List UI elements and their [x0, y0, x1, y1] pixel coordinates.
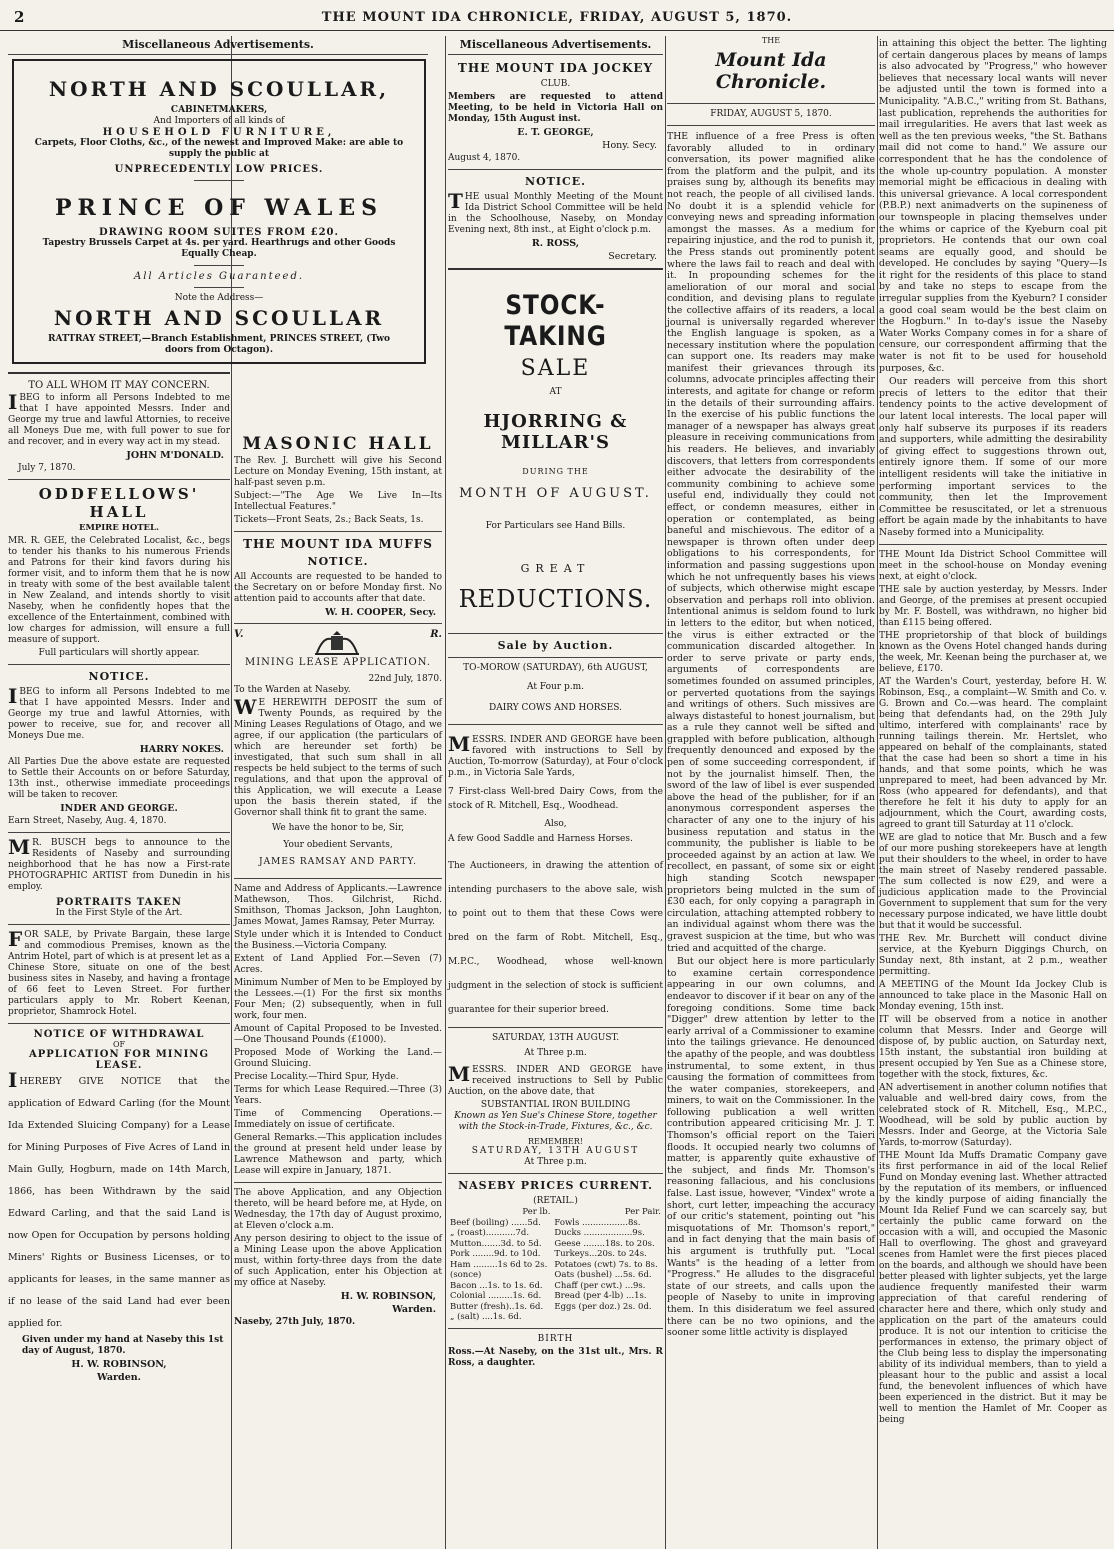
- divider: [448, 657, 663, 658]
- ad-body: Time of Commencing Operations.—Immediately on issue of certificate.: [234, 1109, 442, 1130]
- ad-line: OF: [112, 1039, 126, 1049]
- price-item: Beef (boiling) ......5d.: [450, 1217, 541, 1228]
- ad-body: Precise Locality.—Third Spur, Hyde.: [234, 1072, 399, 1082]
- signature: JOHN M'DONALD.: [126, 450, 224, 461]
- divider: [8, 664, 230, 665]
- price-item: Oats (bushel) ...5s. 6d.: [554, 1270, 652, 1280]
- ad-body: Members are requested to attend Meeting, to be held in Victoria Hall on Monday, 15th August inst.: [448, 92, 663, 124]
- column-3: [448, 36, 663, 1549]
- ad-line: Tapestry Brussels Carpet at 4s. per yard. Hearthrugs and other Goods Equally Cheap.: [42, 238, 396, 259]
- ad-line: PORTRAITS TAKEN: [56, 896, 182, 908]
- ad-address: RATTRAY STREET,—Branch Establishment, PRINCES STREET, (Two doors from Octagon).: [47, 334, 391, 355]
- price-item: Potatoes (cwt) 7s. to 8s.: [554, 1259, 658, 1270]
- signature-title: Secretary.: [608, 251, 657, 262]
- ad-heading: NOTICE.: [525, 175, 586, 188]
- ad-subtitle: CABINETMAKERS,: [170, 105, 268, 115]
- ad-line: Given under my hand at Naseby this 1st day of August, 1870.: [22, 1334, 224, 1356]
- signature: W. H. COOPER, Secy.: [325, 607, 436, 618]
- ad-line: At Three p.m.: [524, 1157, 587, 1167]
- price-item: (sonce): [450, 1270, 482, 1280]
- north-scoullar-ad: [12, 59, 426, 364]
- price-item: Bread (per 4-lb) ...1s.: [554, 1291, 647, 1301]
- ad-line: SALE: [520, 356, 591, 381]
- price-item: Eggs (per doz.) 2s. 0d.: [554, 1301, 652, 1312]
- withdrawal-body: IHEREBY GIVE NOTICE that the application of Edward Carling (for the Mount Ida Extended Sluicing Company) for a Lease for Mining Purposes of Five Acres of Land in Main Gully, Hogburn, made on 14th March, 1866, has been Withdrawn by the said Edward Carling, and that the said Land is now Open for Occupation by persons holding Miners' Rights or Business Licenses, or to applicants for leases, in the same manner as if no lease of the said Land had ever been applied for.: [8, 1067, 230, 1329]
- editorial-date: FRIDAY, AUGUST 5, 1870.: [710, 109, 832, 119]
- column-header: Per Pair.: [624, 1207, 661, 1217]
- royal-arms-row: [234, 629, 442, 657]
- news-item: WE are glad to notice that Mr. Busch and a few of our more pushing storekeepers have at length put their shoulders to the wheel, in order to have the main street of Naseby rendered passable. The sum collected is now £29, and were a judicious application made to the Provincial Government to supplement that sum for the very necessary purpose indicated, we have little doubt but that it would be successful.: [879, 832, 1107, 931]
- ad-line: TO-MOROW (SATURDAY), 6th AUGUST,: [463, 663, 648, 673]
- price-item: Turkeys...20s. to 24s.: [554, 1249, 647, 1259]
- ad-body: WE HEREWITH DEPOSIT the sum of Twenty Pounds, as required by the Mining Leases Regulations of Otago, and we agree, if our application (the particulars of which are hereunder set forth) be investigated, that such sum shall in all respects be held subject to the terms of such regulations, and that upon the approval of this Application, we will execute a Lease upon the basis therein stated, if the Governor shall think fit to grant the same.: [234, 695, 442, 818]
- divider: [448, 724, 663, 725]
- table-row: [448, 1239, 663, 1250]
- column-rule: [665, 36, 666, 1549]
- ad-line: HOUSEHOLD FURNITURE,: [102, 127, 336, 138]
- price-item: Butter (fresh)..1s. 6d.: [450, 1301, 544, 1312]
- ad-date: August 4, 1870.: [448, 153, 521, 163]
- nameplate-the: THE: [761, 36, 781, 45]
- column-rule: [877, 36, 878, 1549]
- ad-body: Amount of Capital Proposed to be Invested.—One Thousand Pounds (£1000).: [234, 1024, 442, 1045]
- divider: [8, 924, 230, 925]
- price-item: Mutton.......3d. to 5d.: [450, 1238, 542, 1249]
- ad-body: MR. BUSCH begs to announce to the Residents of Naseby and surrounding neighborhood that he has now a First-rate PHOTOGRAPHIC ARTIST from Dunedin in his employ.: [8, 834, 230, 892]
- ad-body: IBEG to inform all Persons Indebted to me that I have appointed Messrs. Inder and George my true and lawful Attornies, to receive all Moneys Due me, with full power to sue for and recover, and in every way act in my stead.: [8, 390, 230, 447]
- ad-line: SATURDAY, 13TH AUGUST: [471, 1146, 640, 1156]
- table-header: [448, 1207, 663, 1218]
- ad-body: The Auctioneers, in drawing the attention of intending purchasers to the above sale, wish to point out to them that these Cows were bred on the farm of Robt. Mitchell, Esq., M.P.C., Woodhead, whose well-known judgment in the selection of stock is sufficient guarantee for their superior breed.: [448, 861, 663, 1015]
- price-item: Pork ........9d. to 10d.: [450, 1249, 541, 1259]
- news-item: THE sale by auction yesterday, by Messrs. Inder and George, of the premises at present occupied by Mr. F. Bostell, was withdrawn, no higher bid than £115 being offered.: [879, 584, 1107, 628]
- signature-title: Hony. Secy.: [602, 140, 657, 151]
- ad-line: We have the honor to be, Sir,: [271, 823, 405, 833]
- table-row: [448, 1281, 663, 1292]
- price-item: „ (roast)...........7d.: [450, 1228, 530, 1238]
- ad-line: REDUCTIONS.: [458, 585, 653, 613]
- ad-body: The Rev. J. Burchett will give his Second Lecture on Monday Evening, 15th instant, at half-past seven p.m.: [234, 456, 442, 488]
- divider: [8, 832, 230, 833]
- table-row: [448, 1228, 663, 1239]
- ad-line: AT: [549, 387, 562, 397]
- royal-coat-of-arms-icon: [307, 629, 367, 657]
- masthead-title: THE MOUNT IDA CHRONICLE, FRIDAY, AUGUST 5, 1870.: [321, 10, 793, 25]
- signature: H. W. ROBINSON,: [71, 1358, 167, 1370]
- ad-body: THE usual Monthly Meeting of the Mount Ida District School Committee will be held in the Schoolhouse, Naseby, on Monday Evening next, 8th inst., at Eight o'clock p.m.: [448, 189, 663, 235]
- ad-body: All Parties Due the above estate are requested to Settle their Accounts on or before Saturday, 13th inst., otherwise immediate proceedings will be taken to recover.: [8, 756, 230, 800]
- ad-line: Note the Address—: [174, 293, 264, 303]
- price-item: Ducks ..................9s.: [554, 1228, 645, 1238]
- divider: [8, 479, 230, 480]
- ad-body: Any person desiring to object to the issue of a Mining Lease upon the above Application must, within forty-three days from the date of such Application, enter his Objection at my office at Naseby.: [234, 1234, 442, 1288]
- ad-line: Your obedient Servants,: [283, 840, 393, 850]
- ad-body: MESSRS. INDER AND GEORGE have been favored with instructions to Sell by Auction, To-morrow (Saturday), at Four o'clock p.m., in Victoria Sale Yards,: [448, 732, 663, 778]
- price-item: Ham .........1s 6d to 2s.: [450, 1259, 548, 1270]
- ad-date: Naseby, 27th July, 1870.: [234, 1317, 356, 1327]
- ad-body: All Accounts are requested to be handed to the Secretary on or before Monday first. No attention paid to accounts after that date.: [234, 572, 442, 604]
- table-row: [448, 1312, 663, 1323]
- table-row: [448, 1218, 663, 1229]
- nameplate: Mount Ida Chronicle.: [715, 49, 827, 93]
- column-4: [667, 36, 875, 1549]
- ad-line: Full particulars will shortly appear.: [38, 647, 200, 658]
- ad-line: For Particulars see Hand Bills.: [485, 521, 626, 531]
- divider: [879, 544, 1107, 545]
- ad-body: Style under which it is Intended to Conduct the Business.—Victoria Company.: [234, 930, 442, 951]
- ad-heading: NOTICE.: [88, 669, 150, 683]
- ad-subtitle: CLUB.: [540, 79, 571, 89]
- news-item: THE Mount Ida Muffs Dramatic Company gave its first performance in aid of the local Relief Fund on Monday evening last. Whether attracted by the reputation of its members, or influenced by the kindly purpose of aiding financially the Mount Ida Relief Fund we can scarcely say, but certainly the public came forward on the occasion with a will, and occupied the Masonic Hall to overflowing. The ghost and graveyard scenes from Hamlet were the first pieces placed on the boards, and although we should have been better pleased with lighter subjects, yet the large audience frequently manifested their warm appreciation of that careful rendering of character here and there, which only study and application on the part of the amateurs could produce. It is not our intention to criticise the performances in extenso, the primary object of the Club being less to display the impersonating ability of its individual members, than to yield a pleasant hour to the public and assist a local fund, the benevolent influences of which have been experienced in the district. But it may be well to mention the Hamlet of Mr. Cooper as being: [879, 1150, 1107, 1425]
- ad-line: MONTH OF AUGUST.: [459, 486, 652, 501]
- ad-body: Name and Address of Applicants.—Lawrence Mathewson, Thos. Gilchrist, Richd. Smithson, Thomas Jackson, John Laughton, James Mowat, James Ramsay, Peter Murray.: [234, 884, 442, 927]
- signature-title: Warden.: [392, 1304, 436, 1315]
- divider: [234, 878, 442, 879]
- prices-title: NASEBY PRICES CURRENT.: [458, 1179, 653, 1192]
- page-number: 2: [14, 8, 25, 26]
- divider: [234, 623, 442, 624]
- ad-body: Subject:—"The Age We Live In—Its Intellectual Features.": [234, 491, 442, 512]
- ad-line: SATURDAY, 13TH AUGUST.: [491, 1033, 620, 1043]
- divider: [8, 372, 230, 374]
- ad-line: To the Warden at Naseby.: [234, 685, 351, 695]
- divider: [448, 1027, 663, 1028]
- stock-taking-title: STOCK-TAKING: [504, 290, 607, 352]
- ad-body: Extent of Land Applied For.—Seven (7) Acres.: [234, 954, 442, 975]
- divider: [448, 268, 663, 270]
- price-item: Fowls .................8s.: [554, 1217, 641, 1228]
- signature: R. ROSS,: [531, 238, 580, 249]
- price-item: Geese ........18s. to 20s.: [554, 1238, 655, 1249]
- ad-body: FOR SALE, by Private Bargain, these large and commodious Premises, known as the Antrim Hotel, part of which is at present let as a Chinese Store, situate on one of the best business sites in Naseby, and having a frontage of 66 feet to Leven Street. For further particulars apply to Mr. Robert Keenan, proprietor, Shamrock Hotel.: [8, 926, 230, 1017]
- divider: [448, 169, 663, 170]
- ad-line: At Four p.m.: [527, 682, 584, 692]
- editorial-paragraph: THE influence of a free Press is often favorably alluded to in ordinary conversation, its power magnified alike from the platform and the pulpit, and its praises sung by, although its benefits may not reach, the people of all civilised lands. No doubt it is a splendid vehicle for conveying news and spreading information amongst the masses. As a medium for repairing injustice, and the rod to punish it, the Press stands out prominently potent where the laws fail to reach and deal with it. In propounding schemes for the amelioration of our moral and social condition, and devising plans to regulate the collective affairs of its readers, a local journal is universally regarded wherever the English language is spoken, as a necessary institution where the population can support one. Its readers may make manifest their grievances through its columns, advocate principles affecting their interests, and agitate for change or reform in the details of their surrounding affairs. In the exercise of his public functions the manager of a newspaper has always great pleasure in receiving communications from his readers. He believes, and invariably discovers, that letters from correspondents either advocate the desirability of the community combining to achieve some useful end, individually they could not effect, or condemn measures, either in operation or contemplated, as being baneful and mischievous. The editor of a newspaper is thrown often under deep obligations to his correspondents, for information and passing suggestions upon which he not unfrequently bases his views of subjects, which otherwise might escape observation and perhaps roll into oblivion. Intentional animus is seldom found to lurk in letters to the editor, but when noticed, the virus is either extracted or the communication discarded altogether. In order to serve private or party ends, arguments of correspondents are sometimes founded on assumed principles, or perverted quotations from the sayings and writings of others. Such missives are always distasteful to honest journalism, but as a rule they cannot well be sifted and grappled with before publication, although frequently denounced and exposed by the pen of some succeeding correspondent, if not by the journalist himself. Then, the sword of the law of libel is ever suspended above the head of the publisher, for if an anonymous correspondent asperses the character of any one to the injury of his business reputation and status in the community, the publisher is liable to be proceeded against by an action at law. We recollect, en passant, of some six or eight high standing Scotch newspaper proprietors being mulcted in the sum of £30 each, for only copying a paragraph in circulation, attaching attempted robbery to an individual against whom there was the gravest suspicion at the time, but who was tried and acquitted of the charge.: [667, 131, 875, 954]
- ad-heading: NOTICE.: [307, 555, 369, 568]
- birth-heading: BIRTH: [537, 1333, 574, 1344]
- ad-heading: NOTICE OF WITHDRAWAL: [33, 1028, 205, 1040]
- ad-title: NORTH AND SCOULLAR,: [48, 77, 390, 101]
- column-rule: [445, 36, 446, 1549]
- divider: [667, 125, 875, 126]
- ad-body: Tickets—Front Seats, 2s.; Back Seats, 1s.: [234, 515, 424, 525]
- ad-body: MESSRS. INDER AND GEORGE have received instructions to Sell by Public Auction, on the above date, that: [448, 1062, 663, 1097]
- ad-body: MR. R. GEE, the Celebrated Localist, &c., begs to tender his thanks to his numerous Friends and Patrons for their kind favors during his former visit, and to inform them that he is now in treaty with some of the best available talent in New Zealand, and intends shortly to visit Naseby, when he confidently hopes that the excellence of the Entertainment, combined with low charges for admission, will ensure a full measure of support.: [8, 535, 230, 645]
- ad-body: 7 First-class Well-bred Dairy Cows, from the stock of R. Mitchell, Esq., Woodhead.: [448, 787, 663, 811]
- divider: [234, 1182, 442, 1183]
- editorial-paragraph: in attaining this object the better. The lighting of certain dangerous places by means of lamps is also advocated by "Progress," who however believes that necessary local wants will never be adjusted until the town is formed into a Municipality. "A.B.C.," writing from St. Bathans, last publication, reprehends the authorities for mail irregularities. He avers that last week as well as the ten previous weeks, "the St. Bathans mail did not come to hand." We assure our correspondent that he has the condolence of the whole up-country population. A monster memorial might be efficacious in dealing with this universal grievance. A local correspondent (P.B.P.) next animadverts on the supineness of our townspeople in placing themselves under the whims or caprice of the Kyeburn coal pit proprietors. He contends that our own coal seams are equally good, and should be developed. He concludes by saying "Query—Is it right for the residents of this place to stand by and take no steps to escape from the irregular supplies from the Kyeburn? I consider a good coal seam would be the best claim on the Hogburn." In to-day's issue the Naseby Water Works Company comes in for a share of censure, our correspondent affirming that the water is not fit to be used for household purposes, &c.: [879, 38, 1107, 374]
- ad-line: Carpets, Floor Cloths, &c., of the newest and Improved Make: are able to supply the public at: [34, 138, 404, 159]
- ad-line: HJORRING & MILLAR'S: [483, 411, 628, 453]
- divider: [448, 1328, 663, 1329]
- ad-title: THE MOUNT IDA JOCKEY: [457, 61, 654, 75]
- ad-line: REMEMBER!: [527, 1137, 584, 1146]
- masthead: [0, 6, 1114, 31]
- divider: [194, 180, 244, 181]
- signature: E. T. GEORGE,: [517, 127, 594, 138]
- news-item: A MEETING of the Mount Ida Jockey Club is announced to take place in the Masonic Hall on Monday evening, 15th inst.: [879, 979, 1107, 1012]
- ad-line: DRAWING ROOM SUITES FROM £20.: [98, 227, 339, 238]
- ad-line: UNPRECEDENTLY LOW PRICES.: [114, 164, 324, 175]
- news-item: THE proprietorship of that block of buildings known as the Ovens Hotel changed hands during the week, Mr. Keenan being the purchaser at, we believe, £170.: [879, 630, 1107, 674]
- editorial-paragraph: But our object here is more particularly to examine certain correspondence appearing in our own columns, and endeavor to discover if it bear on any of the foregoing conditions. Some time back "Digger" drew attention by letter to the early arrival of a Commissioner to examine into the tailings grievance. He denounced the apathy of the people, and was doubtless instrumental, to some extent, in thus causing the formation of committees from the water companies, storekeepers, and miners, to wait on the Commissioner. In the following publication a well written contribution appeared criticising Mr. J. T. Thomson's official report on the Taieri floods. It occupied nearly two columns of matter, is apparently quite exhaustive of the subject, and finds Mr. Thomson's reasoning fallacious, and his conclusions false. Last issue, however, "Vindex" wrote a short, curt letter, impeaching the accuracy of our critic's statement, pointing out "his misquotations of Mr. Thomson's report," and in fact denying that the main basis of his argument is truthfully put. "Local Wants" is the heading of a letter from "Progress." He alludes to the disgraceful state of our streets, and calls upon the people of Naseby to unite in improving them. In this disideratum we feel assured there can be no two opinions, and the sooner some little activity is displayed: [667, 956, 875, 1339]
- news-item: THE Mount Ida District School Committee will meet in the school-house on Monday evening next, at eight o'clock.: [879, 549, 1107, 582]
- ad-line: And Importers of all kinds of: [153, 116, 285, 126]
- prices-subtitle: (RETAIL.): [533, 1196, 578, 1206]
- ad-body: Terms for which Lease Required.—Three (3) Years.: [234, 1085, 442, 1106]
- ad-body: A few Good Saddle and Harness Horses.: [448, 834, 633, 844]
- ad-title: NORTH AND SCOULLAR: [53, 306, 385, 330]
- ad-line: SUBSTANTIAL IRON BUILDING: [480, 1100, 631, 1110]
- ad-heading: MINING LEASE APPLICATION.: [244, 657, 431, 668]
- ad-subtitle: EMPIRE HOTEL.: [79, 523, 159, 533]
- ad-line: All Articles Guaranteed.: [133, 271, 305, 282]
- divider: [448, 633, 663, 634]
- column-5: [879, 36, 1107, 1549]
- ad-body: The above Application, and any Objection thereto, will be heard before me, at Hyde, on Wednesday, the 17th day of August proximo, at Eleven o'clock a.m.: [234, 1188, 442, 1231]
- price-item: Chaff (per cwt.) ...9s.: [554, 1280, 646, 1291]
- price-item: „ (salt) ....1s. 6d.: [450, 1312, 522, 1322]
- table-row: [448, 1249, 663, 1260]
- ad-line: In the First Style of the Art.: [55, 907, 183, 918]
- news-item: AN advertisement in another column notifies that valuable and well-bred dairy cows, from the celebrated stock of R. Mitchell, Esq., M.P.C., Woodhead, will be sold by public auction by Messrs. Inder and George, at the Victoria Sale Yards, to-morrow (Saturday).: [879, 1082, 1107, 1148]
- signature: H. W. ROBINSON,: [340, 1291, 436, 1302]
- divider: [667, 103, 875, 104]
- divider: [194, 265, 244, 266]
- ad-heading: TO ALL WHOM IT MAY CONCERN.: [28, 380, 210, 391]
- prices-table: [448, 1207, 663, 1323]
- price-item: Bacon ...1s. to 1s. 6d.: [450, 1280, 543, 1291]
- table-row: [448, 1302, 663, 1313]
- ad-heading: Sale by Auction.: [497, 639, 614, 652]
- column-header: Per lb.: [522, 1207, 551, 1217]
- news-item: AT the Warden's Court, yesterday, before H. W. Robinson, Esq., a complaint—W. Smith and Co. v. G. Brown and Co.—was heard. The complaint being that defendants had, on the 29th July ultimo, interfered with complainants' race by running tailings therein. Mr. Hertslet, who appeared on behalf of the complainants, stated that the case had been so short a time in his hands, and that some points, which he was unprepared to meet, had been advanced by Mr. Ross (who appeared for defendants), and that therefore he felt it his duty to apply for an adjournment, which the Court, awarding costs, agreed to grant till Saturday at 11 o'clock.: [879, 676, 1107, 830]
- ad-body: IBEG to inform all Persons Indebted to me that I have appointed Messrs. Inder and George my true and lawful Attornies, with power to receive, sue for, and recover all Moneys Due me.: [8, 683, 230, 741]
- price-item: Colonial .........1s. 6d.: [450, 1291, 542, 1301]
- ad-line: GREAT: [520, 562, 591, 575]
- ad-line: At Three p.m.: [524, 1048, 587, 1058]
- divider: [448, 1173, 663, 1174]
- ad-title: PRINCE OF WALES: [54, 195, 384, 221]
- ad-address: Earn Street, Naseby, Aug. 4, 1870.: [8, 815, 167, 826]
- column-2: [234, 430, 442, 1549]
- signature: INDER AND GEORGE.: [60, 802, 178, 814]
- news-item: THE Rev. Mr. Burchett will conduct divine service, at the Kyeburn Diggings Church, on Sunday next, 8th instant, at 2 p.m., weather permitting.: [879, 933, 1107, 977]
- vr-left: V.: [234, 629, 244, 640]
- ad-date: 22nd July, 1870.: [368, 674, 442, 684]
- ad-body: Proposed Mode of Working the Land.—Ground Sluicing.: [234, 1048, 442, 1069]
- divider: [8, 1023, 230, 1024]
- ad-heading: APPLICATION FOR MINING LEASE.: [29, 1048, 209, 1071]
- ad-date: July 7, 1870.: [18, 463, 76, 473]
- ad-body: Minimum Number of Men to be Employed by the Lessees.—(1) For the first six months Four Men; (2) subsequently, when in full work, four men.: [234, 978, 442, 1021]
- ad-line: Known as Yen Sue's Chinese Store, together with the Stock-in-Trade, Fixtures, &c., &c.: [454, 1111, 657, 1132]
- ad-line: DURING THE: [522, 467, 589, 476]
- signature: JAMES RAMSAY AND PARTY.: [259, 857, 417, 867]
- birth-notice: Ross.—At Naseby, on the 31st ult., Mrs. R Ross, a daughter.: [448, 1346, 663, 1368]
- ad-title: ODDFELLOWS' HALL: [38, 485, 200, 521]
- table-row: [448, 1260, 663, 1271]
- ad-line: DAIRY COWS AND HORSES.: [488, 703, 622, 713]
- divider: [194, 287, 244, 288]
- news-item: IT will be observed from a notice in another column that Messrs. Inder and George will dispose of, by public auction, on Saturday next, 15th instant, the substantial iron building at present occupied by Yen Sue as a Chinese store, together with the stock, fixtures, &c.: [879, 1014, 1107, 1080]
- ad-body: General Remarks.—This application includes the ground at present held under lease by Lawrence Mathewson and party, which Lease will expire in January, 1871.: [234, 1133, 442, 1176]
- section-heading: Miscellaneous Advertisements.: [8, 36, 428, 55]
- ad-title: THE MOUNT IDA MUFFS: [243, 537, 433, 551]
- section-heading: Miscellaneous Advertisements.: [448, 36, 663, 55]
- divider: [234, 531, 442, 532]
- ad-line: Also,: [544, 819, 567, 829]
- vr-right: R.: [430, 629, 442, 640]
- table-row: [448, 1291, 663, 1302]
- signature-title: Warden.: [97, 1371, 141, 1383]
- signature: HARRY NOKES.: [139, 743, 224, 755]
- editorial-paragraph: Our readers will perceive from this short precis of letters to the editor that their tendency points to the active development of our latent local interests. The local paper will only half subserve its purposes if its readers and supporters, while admitting the desirability of giving effect to suggestions thrown out, entirely ignore them. If some of our more intelligent residents will take the initiative in performing important services to the community, then let the Improvement Committee be resuscitated, or let a strenuous effort be again made by the inhabitants to have Naseby formed into a Municipality.: [879, 376, 1107, 538]
- table-row: [448, 1270, 663, 1281]
- ad-title: MASONIC HALL: [242, 434, 434, 454]
